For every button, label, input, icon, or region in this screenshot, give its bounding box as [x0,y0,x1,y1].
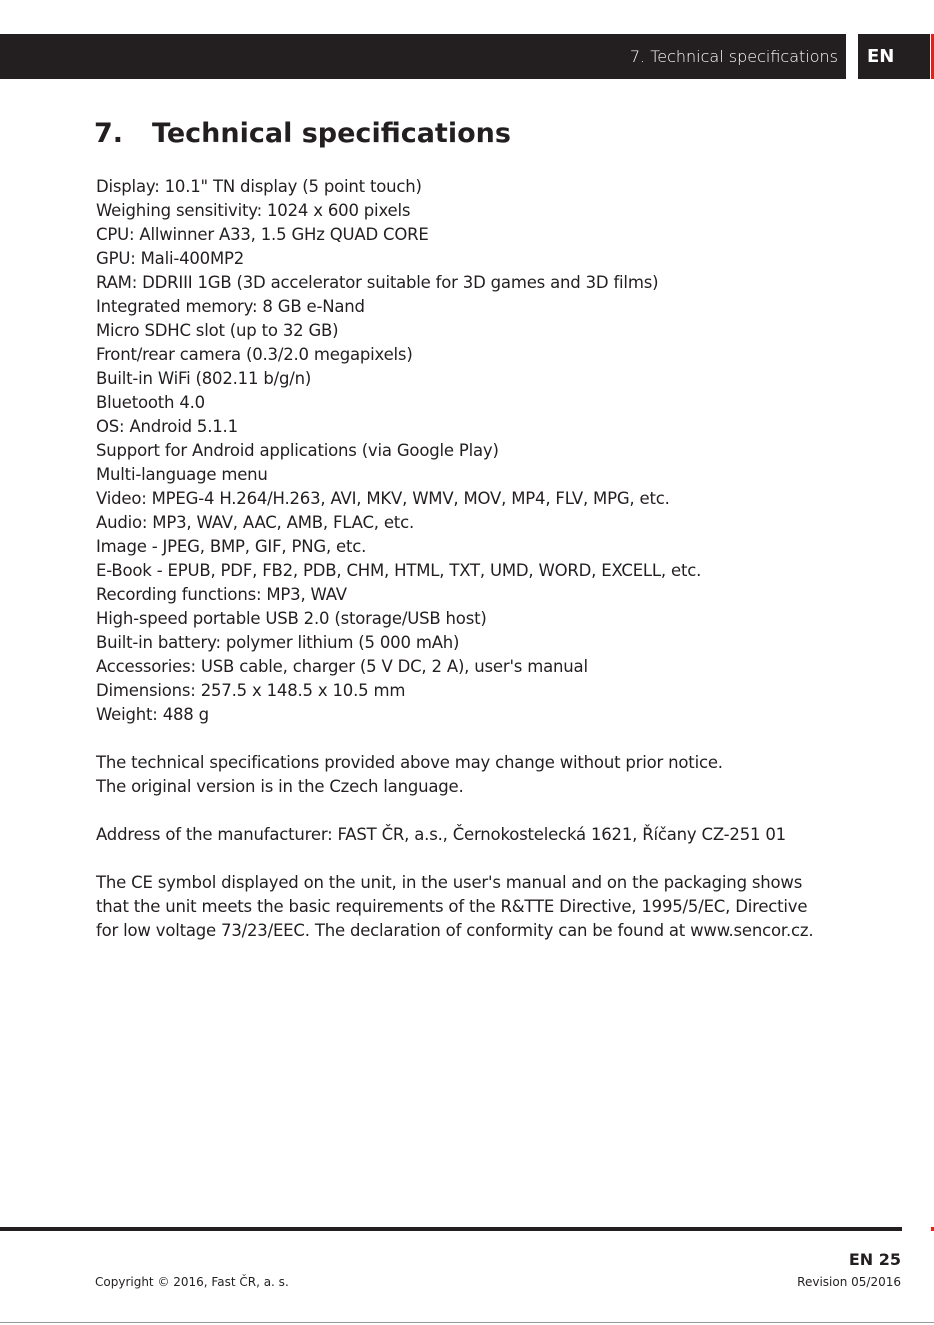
page-number: EN 25 [848,1250,901,1269]
spec-item: Recording functions: MP3, WAV [96,585,347,604]
spec-item: Support for Android applications (via Google Play) [96,441,499,460]
header-section-title: 7. Technical specifications [629,47,838,66]
spec-item: Built-in WiFi (802.11 b/g/n) [96,369,312,388]
spec-item: Front/rear camera (0.3/2.0 megapixels) [96,345,413,364]
header-bar [0,34,846,79]
section-heading: Technical specifications [152,118,511,149]
spec-item: RAM: DDRIII 1GB (3D accelerator suitable for 3D games and 3D films) [96,273,659,292]
spec-item: GPU: Mali-400MP2 [96,249,245,268]
spec-item: Integrated memory: 8 GB e-Nand [96,297,365,316]
spec-item: Video: MPEG-4 H.264/H.263, AVI, MKV, WMV, MOV, MP4, FLV, MPG, etc. [96,489,670,508]
notice-line: The original version is in the Czech language. [96,777,464,796]
spec-item: Dimensions: 257.5 x 148.5 x 10.5 mm [96,681,406,700]
ce-line: that the unit meets the basic requirements of the R&TTE Directive, 1995/5/EC, Directive [96,897,808,916]
manufacturer-address: Address of the manufacturer: FAST ČR, a.s., Černokostelecká 1621, Říčany CZ-251 01 [96,825,786,844]
revision: Revision 05/2016 [797,1275,901,1289]
spec-item: Bluetooth 4.0 [96,393,205,412]
spec-item: Micro SDHC slot (up to 32 GB) [96,321,339,340]
spec-item: High-speed portable USB 2.0 (storage/USB host) [96,609,487,628]
language-tab: EN [858,34,930,79]
spec-item: Weight: 488 g [96,705,209,724]
copyright: Copyright © 2016, Fast ČR, a. s. [95,1275,289,1289]
spec-item: CPU: Allwinner A33, 1.5 GHz QUAD CORE [96,225,429,244]
ce-line: The CE symbol displayed on the unit, in the user's manual and on the packaging shows [96,873,803,892]
page-title [94,118,511,149]
spec-item: Multi-language menu [96,465,268,484]
page-content [96,175,876,943]
spec-item: Image - JPEG, BMP, GIF, PNG, etc. [96,537,367,556]
address-paragraph [96,823,876,847]
notice-paragraph [96,751,876,799]
section-number: 7. [94,118,124,149]
spec-item: Built-in battery: polymer lithium (5 000 mAh) [96,633,460,652]
spec-list [96,175,876,727]
spec-item: Accessories: USB cable, charger (5 V DC, 2 A), user's manual [96,657,588,676]
spec-item: E-Book - EPUB, PDF, FB2, PDB, CHM, HTML, TXT, UMD, WORD, EXCELL, etc. [96,561,702,580]
spec-item: OS: Android 5.1.1 [96,417,238,436]
spec-item: Audio: MP3, WAV, AAC, AMB, FLAC, etc. [96,513,414,532]
footer-rule [0,1227,902,1231]
ce-line: for low voltage 73/23/EEC. The declaration of conformity can be found at www.sencor.cz. [96,921,814,940]
notice-line: The technical specifications provided above may change without prior notice. [96,753,723,772]
bottom-line [0,1322,934,1323]
spec-item: Display: 10.1" TN display (5 point touch) [96,177,422,196]
ce-paragraph [96,871,876,943]
spec-item: Weighing sensitivity: 1024 x 600 pixels [96,201,411,220]
